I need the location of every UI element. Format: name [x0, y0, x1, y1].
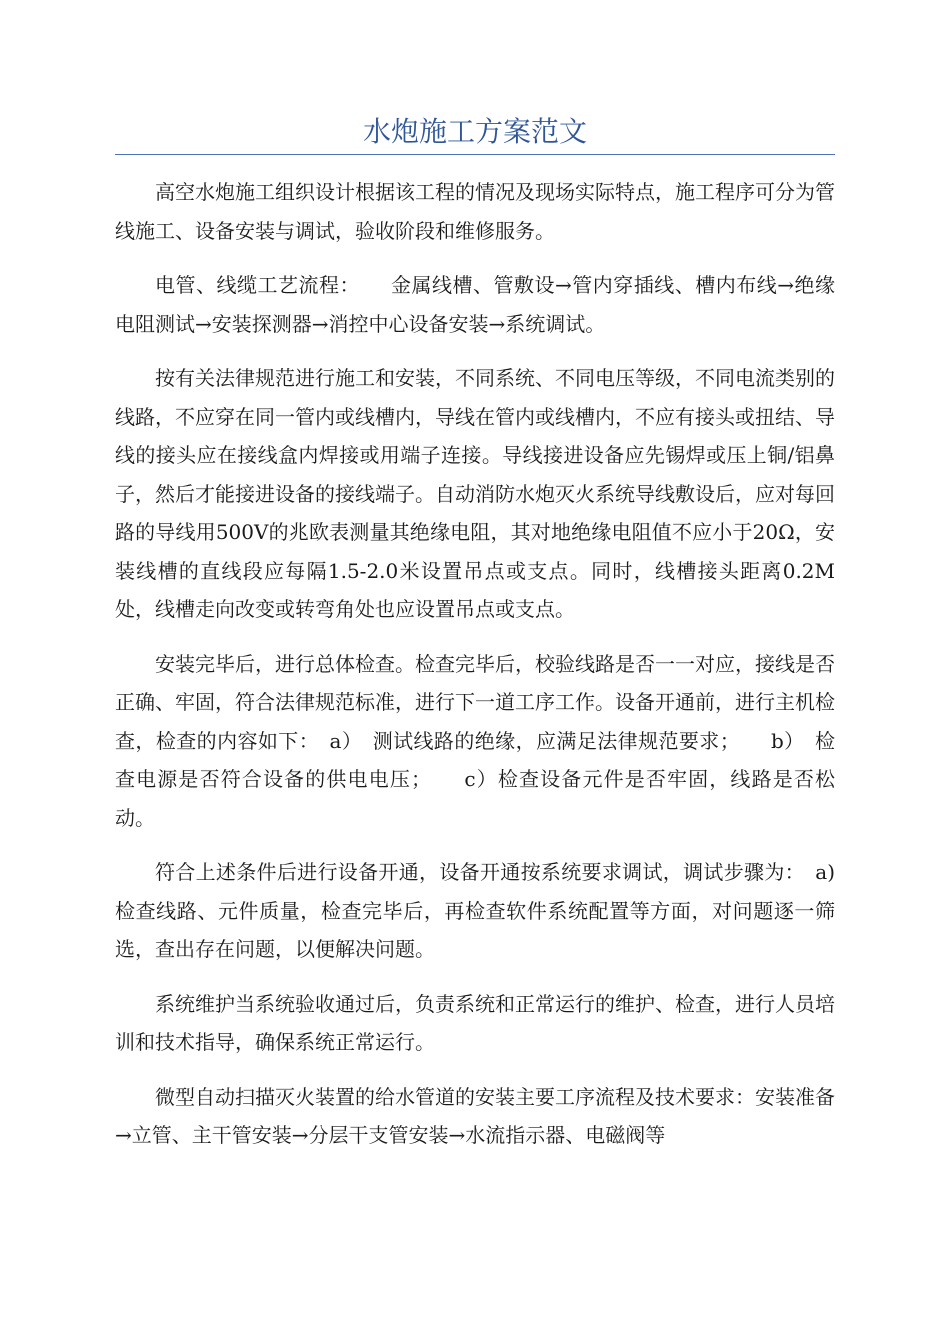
- document-body: [115, 173, 835, 1171]
- paragraph-commissioning: 符合上述条件后进行设备开通，设备开通按系统要求调试，调试步骤为： a)检查线路、元件质量，检查完毕后，再检查软件系统配置等方面，对问题逐一筛选，查出存在问题，以便解决问题。: [115, 860, 835, 961]
- paragraph-piping-process: 微型自动扫描灭火装置的给水管道的安装主要工序流程及技术要求：安装准备→立管、主干管安装→分层干支管安装→水流指示器、电磁阀等: [115, 1084, 835, 1147]
- paragraph-inspection: 安装完毕后，进行总体检查。检查完毕后，校验线路是否一一对应，接线是否正确、牢固，符合法律规范标准，进行下一道工序工作。设备开通前，进行主机检查，检查的内容如下： a） 测试线路的绝缘，应满足法律规范要求； b） 检查电源是否符合设备的供电电压； c）检查设备元件是否牢固，线路是否松动。: [115, 651, 835, 830]
- paragraph-cable-process: 电管、线缆工艺流程： 金属线槽、管敷设→管内穿插线、槽内布线→绝缘电阻测试→安装探测器→消控中心设备安装→系统调试。: [115, 273, 835, 336]
- title-underline: [115, 154, 835, 155]
- paragraph-maintenance: 系统维护当系统验收通过后，负责系统和正常运行的维护、检查，进行人员培训和技术指导，确保系统正常运行。: [115, 991, 835, 1054]
- paragraph-overview: 高空水炮施工组织设计根据该工程的情况及现场实际特点，施工程序可分为管线施工、设备安装与调试，验收阶段和维修服务。: [115, 180, 835, 243]
- paragraph-installation-rules: 按有关法律规范进行施工和安装，不同系统、不同电压等级，不同电流类别的线路，不应穿在同一管内或线槽内，导线在管内或线槽内，不应有接头或扭结、导线的接头应在接线盒内焊接或用端子连接。导线接进设备应先锡焊或压上铜/铝鼻子，然后才能接进设备的接线端子。自动消防水炮灭火系统导线敷设后，应对每回路的导线用500V的兆欧表测量其绝缘电阻，其对地绝缘电阻值不应小于20Ω，安装线槽的直线段应每隔1.5-2.0米设置吊点或支点。同时，线槽接头距离0.2M处，线槽走向改变或转弯角处也应设置吊点或支点。: [115, 366, 835, 621]
- document-title: 水炮施工方案范文: [362, 115, 587, 148]
